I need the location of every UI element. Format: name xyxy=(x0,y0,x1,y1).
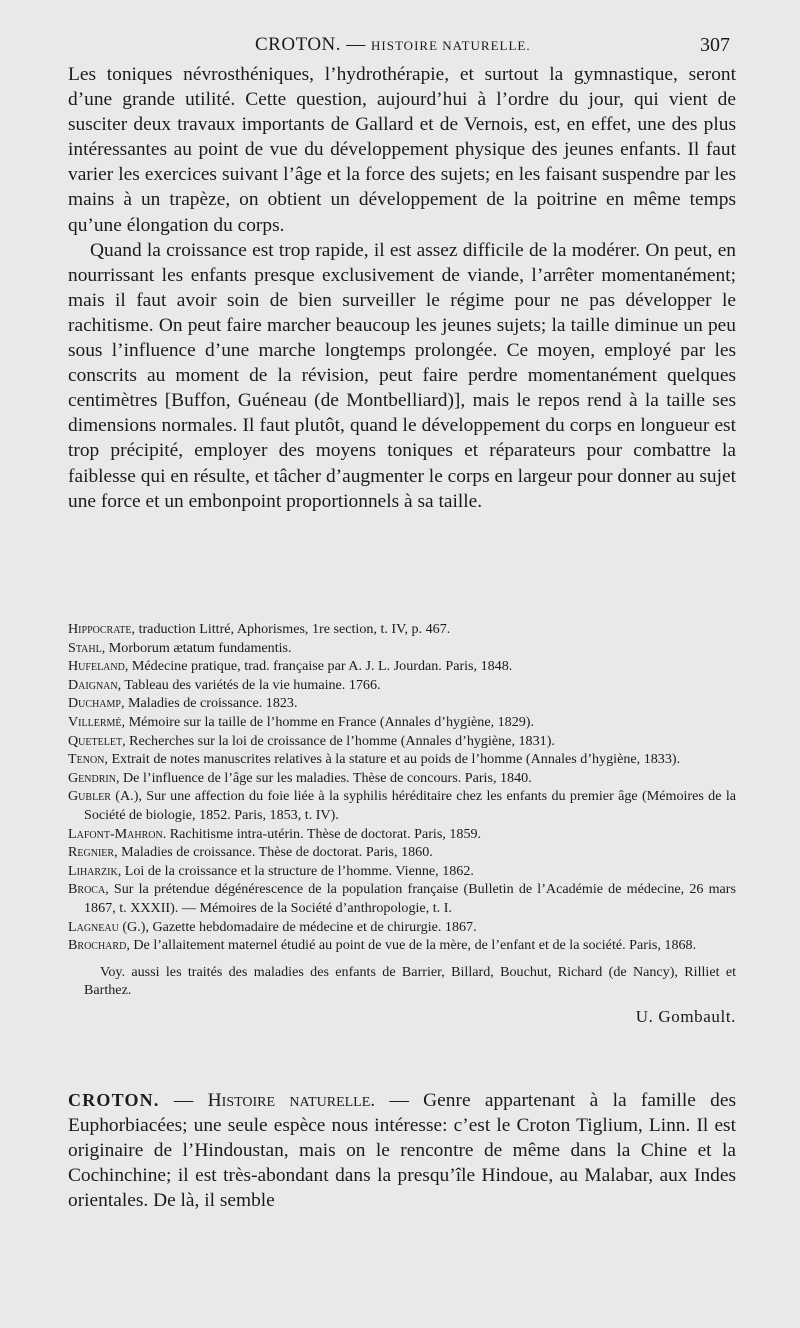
reference-entry xyxy=(68,694,736,713)
reference-text: , traduction Littré, Aphorismes, 1re section, t. IV, p. 467. xyxy=(131,621,451,637)
reference-author: Stahl xyxy=(68,639,102,656)
reference-text: , Morborum ætatum fundamentis. xyxy=(101,639,292,656)
reference-text: , Maladies de croissance. 1823. xyxy=(120,695,298,712)
croton-section-label: Histoire naturelle. xyxy=(207,1090,376,1111)
croton-paragraph xyxy=(68,1088,736,1213)
reference-author: Daignan xyxy=(68,676,118,693)
reference-author: Duchamp xyxy=(68,695,121,712)
reference-entry xyxy=(68,769,736,788)
reference-text: , Extrait de notes manuscrites relatives à la stature et au poids de l’homme (Annales d’hygiène, 1833). xyxy=(104,751,681,768)
reference-entry xyxy=(68,825,736,844)
reference-author: Lagneau xyxy=(68,918,119,935)
reference-entry xyxy=(68,657,736,676)
croton-article xyxy=(68,1088,736,1213)
reference-entry xyxy=(68,639,736,658)
reference-author: Regnier xyxy=(68,844,115,861)
croton-dash: — xyxy=(159,1090,208,1111)
reference-entry xyxy=(68,713,736,732)
paragraph-2: Quand la croissance est trop rapide, il est assez difficile de la modérer. On peut, en nourrissant les enfants presque exclusivement de viande, l’arrêter momentanément; mais il faut avoir soin de bien surveiller le régime pour ne pas développer le rachitisme. On peut faire marcher beaucoup les jeunes sujets; la taille diminue un peu sous l’influence d’une marche longtemps prolongée. Ce moyen, employé par les conscrits au moment de la révision, peut faire perdre momentanément quelques centimètres [Buffon, Guéneau (de Montbelliard)], mais le repos rend à la taille ses dimensions normales. Il faut plutôt, quand le développement du corps en longueur est trop précipité, employer des moyens toniques et réparateurs pour combattre la faiblesse qui en résulte, et tâcher d’augmenter le corps en largeur pour donner au sujet une force et un embonpoint proportionnels à sa taille. xyxy=(68,239,736,512)
bibliography xyxy=(68,620,736,1026)
reference-text: , Recherches sur la loi de croissance de l’homme (Annales d’hygiène, 1831). xyxy=(122,732,555,749)
croton-text: — Genre appartenant à la famille des Euphorbiacées; une seule espèce nous intéresse: c’est le Croton Tiglium, Linn. Il est originaire de l’Hindoustan, mais on le rencontre de même dans la Chine et la Cochinchine; il est très-abondant dans la presqu’île Hindoue, au Malabar, aux Indes orientales. De là, il semble xyxy=(68,1090,736,1212)
reference-text: , Médecine pratique, trad. française par A. J. L. Jourdan. Paris, 1848. xyxy=(124,658,513,675)
main-text xyxy=(68,62,736,514)
running-title: CROTON. — HISTOIRE NATURELLE. xyxy=(255,34,531,55)
reference-entry xyxy=(68,676,736,695)
reference-author: Brochard xyxy=(68,937,127,954)
reference-text: . Rachitisme intra-utérin. Thèse de doctorat. Paris, 1859. xyxy=(162,825,482,842)
paragraph-1: Les toniques névrosthéniques, l’hydrothérapie, et surtout la gymnastique, seront d’une grande utilité. Cette question, aujourd’hui à l’ordre du jour, qui vient de susciter deux travaux importants de Gallard et de Vernois, est, en effet, une des plus intéressantes au point de vue du développement physique des jeunes enfants. Il faut varier les exercices suivant l’âge et la force des sujets; en les faisant suspendre par les mains à un trapèze, on obtient un développement de la poitrine en même temps qu’une élongation du corps. xyxy=(68,64,736,236)
reference-entry xyxy=(68,936,736,955)
see-also-note: Voy. aussi les traités des maladies des enfants de Barrier, Billard, Bouchut, Richard (de Nancy), Rilliet et Barthez. xyxy=(84,963,736,999)
reference-text: , De l’allaitement maternel étudié au point de vue de la mère, de l’enfant et de la société. Paris, 1868. xyxy=(126,937,697,954)
croton-headword: CROTON. xyxy=(68,1090,160,1110)
reference-text: , Loi de la croissance et la structure de l’homme. Vienne, 1862. xyxy=(117,862,474,879)
running-subtitle: HISTOIRE NATURELLE. xyxy=(371,38,531,53)
reference-text: , Mémoire sur la taille de l’homme en France (Annales d’hygiène, 1829). xyxy=(121,713,535,730)
reference-entry xyxy=(68,620,736,639)
reference-text: , Sur la prétendue dégénérescence de la population française (Bulletin de l’Académie de médecine, 26 mars 1867, t. XXXII). — Mémoires de la Société d’anthropologie, t. I. xyxy=(84,881,736,916)
reference-author: Hufeland xyxy=(68,658,125,675)
page-number: 307 xyxy=(700,34,730,56)
reference-text: (A.), Sur une affection du foie liée à la syphilis héréditaire chez les enfants du premier âge (Mémoires de la Société de biologie, 1852. Paris, 1853, t. IV). xyxy=(84,788,736,823)
reference-author: Villermé xyxy=(68,713,122,730)
reference-author: Gendrin xyxy=(68,769,116,786)
author-signature: U. Gombault. xyxy=(635,1006,736,1026)
reference-entry xyxy=(68,862,736,881)
reference-author: Quetelet xyxy=(68,732,123,749)
reference-author: Liharzik xyxy=(68,862,118,879)
reference-text: , Tableau des variétés de la vie humaine. 1766. xyxy=(117,676,381,693)
reference-author: Broca xyxy=(68,881,106,898)
reference-text: , Maladies de croissance. Thèse de doctorat. Paris, 1860. xyxy=(114,844,433,861)
reference-text: , De l’influence de l’âge sur les maladies. Thèse de concours. Paris, 1840. xyxy=(115,769,532,786)
reference-entry xyxy=(68,843,736,862)
reference-author: Tenon xyxy=(68,751,105,768)
reference-entry xyxy=(68,787,736,824)
reference-author: Lafont-Mahron xyxy=(68,825,163,842)
reference-list xyxy=(68,620,736,955)
reference-entry xyxy=(68,918,736,937)
running-header xyxy=(0,34,800,58)
reference-text: (G.), Gazette hebdomadaire de médecine et de chirurgie. 1867. xyxy=(118,918,477,935)
reference-author: Gubler xyxy=(68,788,111,805)
reference-entry xyxy=(68,732,736,751)
reference-author: Hippocrate xyxy=(68,621,132,637)
reference-entry xyxy=(68,880,736,917)
reference-entry xyxy=(68,750,736,769)
